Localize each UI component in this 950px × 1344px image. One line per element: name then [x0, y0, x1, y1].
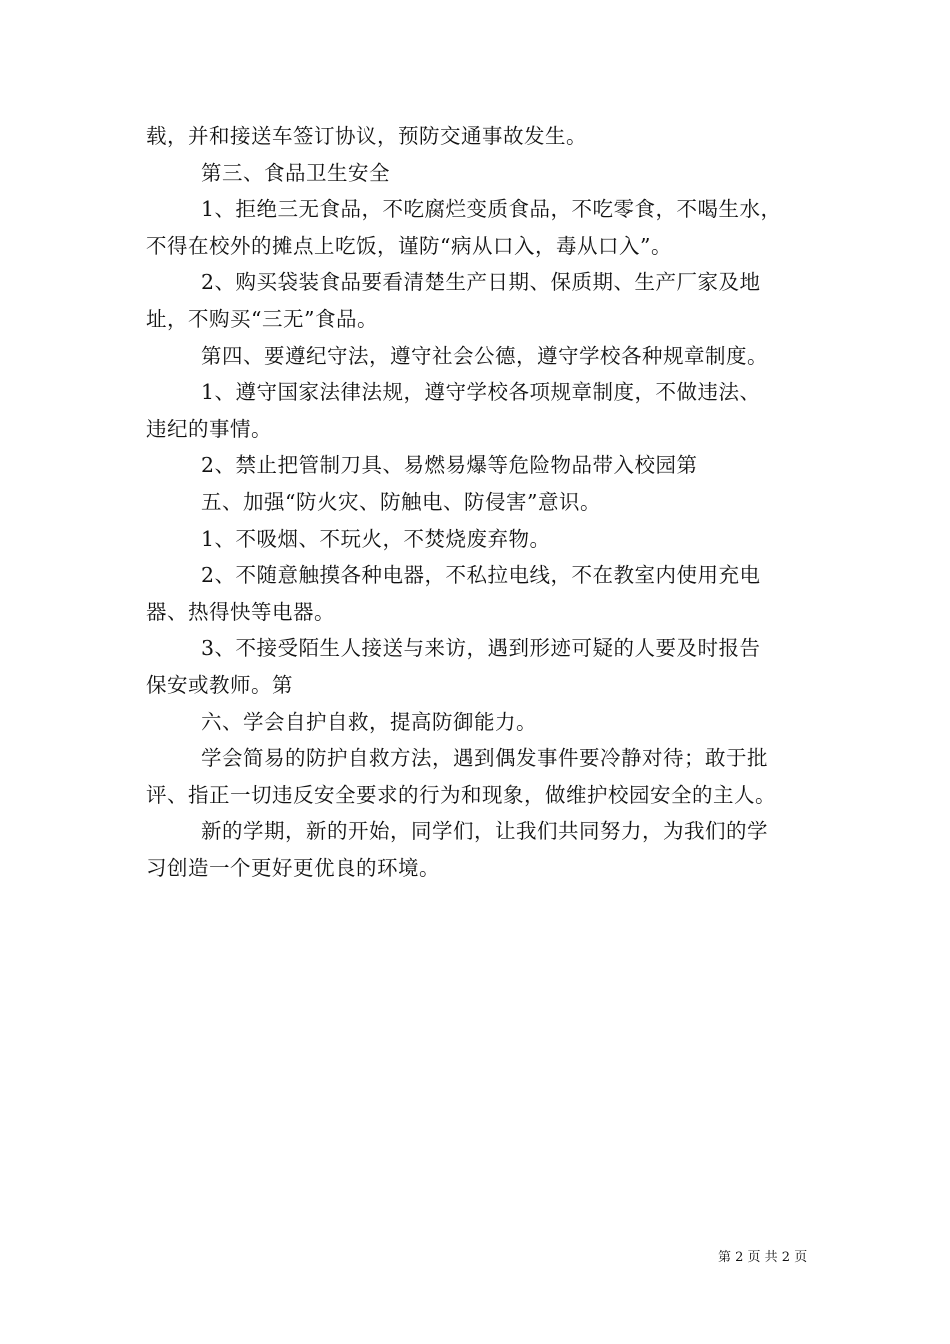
text-line: 1、拒绝三无食品，不吃腐烂变质食品，不吃零食，不喝生水， — [201, 197, 782, 222]
text-line: 载，并和接送车签订协议，预防交通事故发生。 — [146, 124, 587, 148]
text-line: 址，不购买“三无”食品。 — [146, 306, 378, 331]
text-line: 1、不吸烟、不玩火，不焚烧废弃物。 — [201, 526, 551, 551]
text-line: 2、禁止把管制刀具、易燃易爆等危险物品带入校园第 — [201, 453, 698, 478]
text-line: 第四、要遵纪守法，遵守社会公德，遵守学校各种规章制度。 — [201, 343, 768, 368]
text-line: 1、遵守国家法律法规，遵守学校各项规章制度，不做违法、 — [201, 380, 761, 405]
text-line: 3、不接受陌生人接送与来访，遇到形迹可疑的人要及时报告 — [201, 636, 761, 661]
text-line: 2、购买袋装食品要看清楚生产日期、保质期、生产厂家及地 — [201, 270, 761, 295]
text-line: 器、热得快等电器。 — [146, 599, 335, 624]
text-line: 违纪的事情。 — [146, 416, 272, 441]
text-line: 2、不随意触摸各种电器，不私拉电线，不在教室内使用充电 — [201, 563, 761, 588]
document-body — [146, 118, 811, 886]
text-line: 不得在校外的摊点上吃饭，谨防“病从口入，毒从口入”。 — [146, 233, 672, 258]
text-line: 五、加强“防火灾、防触电、防侵害”意识。 — [201, 489, 601, 514]
text-line: 新的学期，新的开始，同学们，让我们共同努力，为我们的学 — [201, 819, 768, 844]
text-line: 学会简易的防护自救方法，遇到偶发事件要冷静对待；敢于批 — [201, 746, 768, 771]
text-line: 第三、食品卫生安全 — [201, 160, 390, 185]
text-line: 习创造一个更好更优良的环境。 — [146, 855, 440, 880]
text-line: 六、学会自护自救，提高防御能力。 — [201, 709, 537, 734]
text-line: 评、指正一切违反安全要求的行为和现象，做维护校园安全的主人。 — [146, 782, 776, 807]
text-line: 保安或教师。第 — [146, 672, 293, 697]
page-number-footer: 第 2 页 共 2 页 — [718, 1250, 808, 1265]
